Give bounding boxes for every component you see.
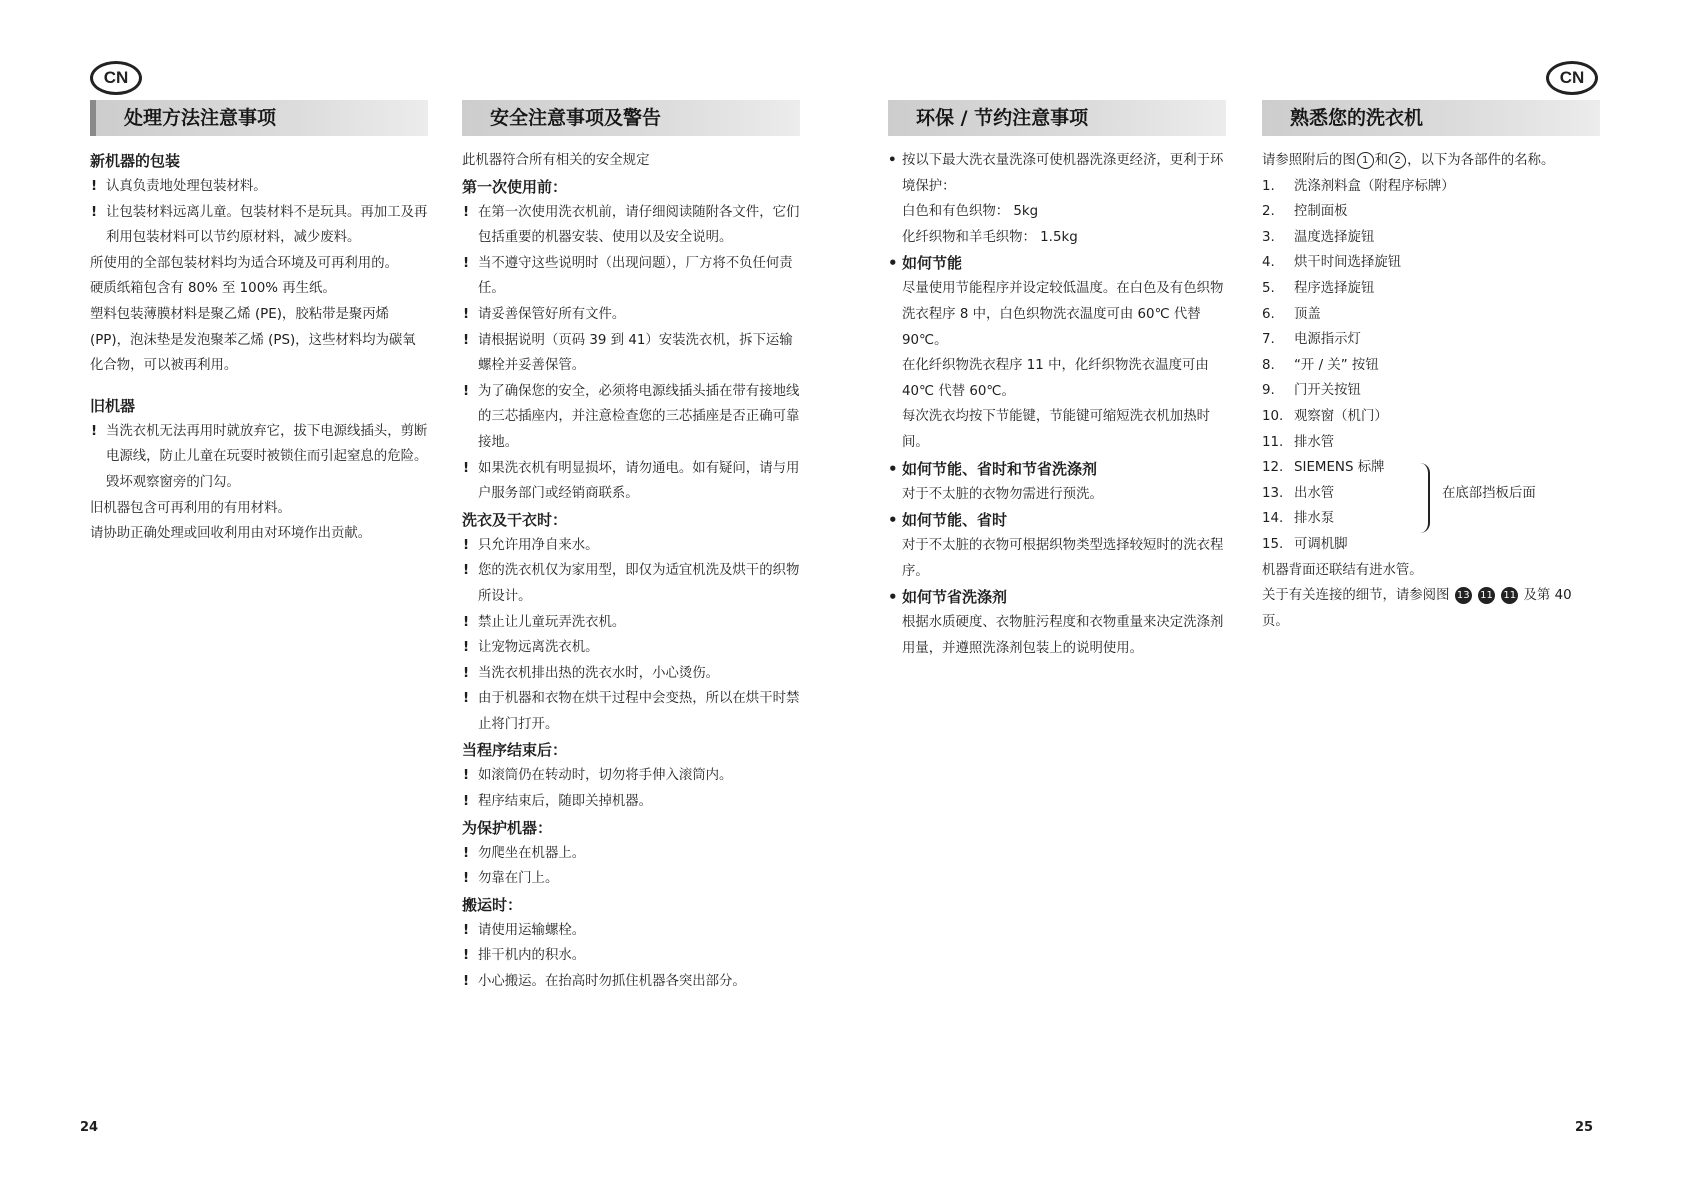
bullet-item: ! 只允许用净自来水。 [462,533,800,559]
list-item: 9. 门开关按钮 [1262,383,1361,399]
list-item: 1. 洗涤剂料盒（附程序标牌） [1262,178,1455,194]
curly-brace-icon [1418,463,1430,533]
bullet-item: ! 排干机内的积水。 [462,943,800,969]
paragraph: 硬质纸箱包含有 80% 至 100% 再生纸。 [90,281,336,297]
language-badge-left: CN [90,61,142,95]
bullet-item: ! 小心搬运。在抬高时勿抓住机器各突出部分。 [462,969,800,995]
bullet-item: ! 在第一次使用洗衣机前，请仔细阅读随附各文件，它们包括重要的机器安装、使用以及安全说明。 [462,200,800,251]
list-item: 5. 程序选择旋钮 [1262,280,1375,296]
heading-save-energy: • 如何节能 [888,250,1226,276]
list-item: 7. 电源指示灯 [1262,332,1361,348]
language-badge-right: CN [1546,61,1598,95]
list-item: 4. 烘干时间选择旋钮 [1262,255,1402,271]
bullet-item: ! 如果洗衣机有明显损坏，请勿通电。如有疑问，请与用户服务部门或经销商联系。 [462,456,800,507]
section-title-environment: 环保 / 节约注意事项 [888,100,1226,136]
list-item: 12. SIEMENS 标牌 [1262,460,1385,476]
paragraph: 请协助正确处理或回收利用由对环境作出贡献。 [90,526,372,542]
heading-before-first-use: 第一次使用前： [462,177,568,196]
list-item: 3. 温度选择旋钮 [1262,229,1375,245]
list-item: 13. 出水管 [1262,485,1335,501]
page-number-left: 24 [80,1120,99,1135]
heading-after-program: 当程序结束后： [462,741,568,760]
heading-transport: 搬运时： [462,895,523,914]
section-title-safety: 安全注意事项及警告 [462,100,800,136]
bullet-item: ! 认真负责地处理包装材料。 [90,174,428,200]
figure-ref-icon: 13 [1455,587,1472,604]
bullet-item: ! 当不遵守这些说明时（出现问题），厂方将不负任何责任。 [462,251,800,302]
heading-save-energy-time: • 如何节能、省时 [888,507,1226,533]
load-white-colored: 白色和有色织物： 5kg [902,204,1039,220]
column-environment [888,100,1226,662]
paragraph: 根据水质硬度、衣物脏污程度和衣物重量来决定洗涤剂用量，并遵照洗涤剂包装上的说明使用。 [902,615,1224,656]
bullet-item: ! 您的洗衣机仅为家用型，即仅为适宜机洗及烘干的织物所设计。 [462,558,800,609]
list-item: 10. 观察窗（机门） [1262,408,1388,424]
bullet-item: ! 当洗衣机排出热的洗衣水时，小心烫伤。 [462,661,800,687]
paragraph: 旧机器包含可再利用的有用材料。 [90,500,291,516]
bullet-item: ! 请妥善保管好所有文件。 [462,302,800,328]
brace-label: 在底部挡板后面 [1442,486,1536,502]
heading-save-detergent: • 如何节省洗涤剂 [888,584,1226,610]
parts-intro: 请参照附后的图 1 和 2 ，以下为各部件的名称。 [1262,153,1555,168]
note-connection-details: 关于有关连接的细节，请参阅图 13 11 11 及第 40 页。 [1262,588,1572,629]
figure-ref-icon: 2 [1389,152,1406,169]
bullet-item: ! 勿爬坐在机器上。 [462,841,800,867]
paragraph: 对于不太脏的衣物可根据织物类型选择较短时的洗衣程序。 [902,538,1224,579]
bullet-item: ! 禁止让儿童玩弄洗衣机。 [462,610,800,636]
paragraph: 所使用的全部包装材料均为适合环境及可再利用的。 [90,255,398,271]
bullet-item: ! 为了确保您的安全，必须将电源线插头插在带有接地线的三芯插座内，并注意检查您的三芯插座是否正确可靠接地。 [462,379,800,456]
safety-intro: 此机器符合所有相关的安全规定 [462,153,650,168]
list-item: 6. 顶盖 [1262,306,1321,322]
paragraph: 对于不太脏的衣物勿需进行预洗。 [902,486,1103,502]
bullet-item: ! 勿靠在门上。 [462,866,800,892]
paragraph: 在化纤织物洗衣程序 11 中，化纤织物洗衣温度可由 40℃ 代替 60℃。 [902,358,1209,399]
figure-ref-icon: 11 [1478,587,1495,604]
note-inlet-hose: 机器背面还联结有进水管。 [1262,562,1423,578]
figure-ref-icon: 1 [1357,152,1374,169]
column-safety [462,100,800,995]
bullet-item: ! 让包装材料远离儿童。包装材料不是玩具。再加工及再利用包装材料可以节约原材料，减少废料。 [90,200,428,251]
bullet-item: ! 由于机器和衣物在烘干过程中会变热，所以在烘干时禁止将门打开。 [462,686,800,737]
dot-item: • 按以下最大洗衣量洗涤可使机器洗涤更经济，更利于环境保护： [888,148,1226,199]
figure-ref-icon: 11 [1501,587,1518,604]
heading-save-energy-time-detergent: • 如何节能、省时和节省洗涤剂 [888,456,1226,482]
load-synthetic-wool: 化纤织物和羊毛织物： 1.5kg [902,229,1078,245]
heading-old-machine: 旧机器 [90,396,136,415]
bottom-panel-group [1262,455,1600,532]
bullet-item: ! 当洗衣机无法再用时就放弃它，拔下电源线插头，剪断电源线，防止儿童在玩耍时被锁住而引起窒息的危险。毁坏观察窗旁的门勾。 [90,419,428,496]
paragraph: 每次洗衣均按下节能键，节能键可缩短洗衣机加热时间。 [902,409,1210,450]
list-item: 14. 排水泵 [1262,511,1335,527]
bullet-item: ! 让宠物远离洗衣机。 [462,635,800,661]
column-machine-parts [1262,100,1600,634]
paragraph: 塑料包装薄膜材料是聚乙烯 (PE)，胶粘带是聚丙烯 (PP)，泡沫垫是发泡聚苯乙烯 (PS)，这些材料均为碳氧化合物，可以被再利用。 [90,306,416,374]
page-number-right: 25 [1575,1120,1594,1135]
bullet-item: ! 请根据说明（页码 39 到 41）安装洗衣机，拆下运输螺栓并妥善保管。 [462,328,800,379]
bullet-item: ! 程序结束后，随即关掉机器。 [462,789,800,815]
heading-washing-drying: 洗衣及干衣时： [462,510,568,529]
paragraph: 尽量使用节能程序并设定较低温度。在白色及有色织物洗衣程序 8 中，白色织物洗衣温度可由 60℃ 代替 90℃。 [902,281,1224,348]
list-item: 2. 控制面板 [1262,204,1348,220]
section-title-machine: 熟悉您的洗衣机 [1262,100,1600,136]
section-title-disposal: 处理方法注意事项 [90,100,428,136]
list-item: 11. 排水管 [1262,434,1335,450]
heading-new-machine-packaging: 新机器的包装 [90,152,181,170]
list-item: 15. 可调机脚 [1262,536,1348,552]
bullet-item: ! 请使用运输螺栓。 [462,918,800,944]
bullet-item: ! 如滚筒仍在转动时，切勿将手伸入滚筒内。 [462,763,800,789]
column-disposal [90,100,428,547]
heading-protect-machine: 为保护机器： [462,818,553,837]
list-item: 8. “开 / 关” 按钮 [1262,357,1379,373]
